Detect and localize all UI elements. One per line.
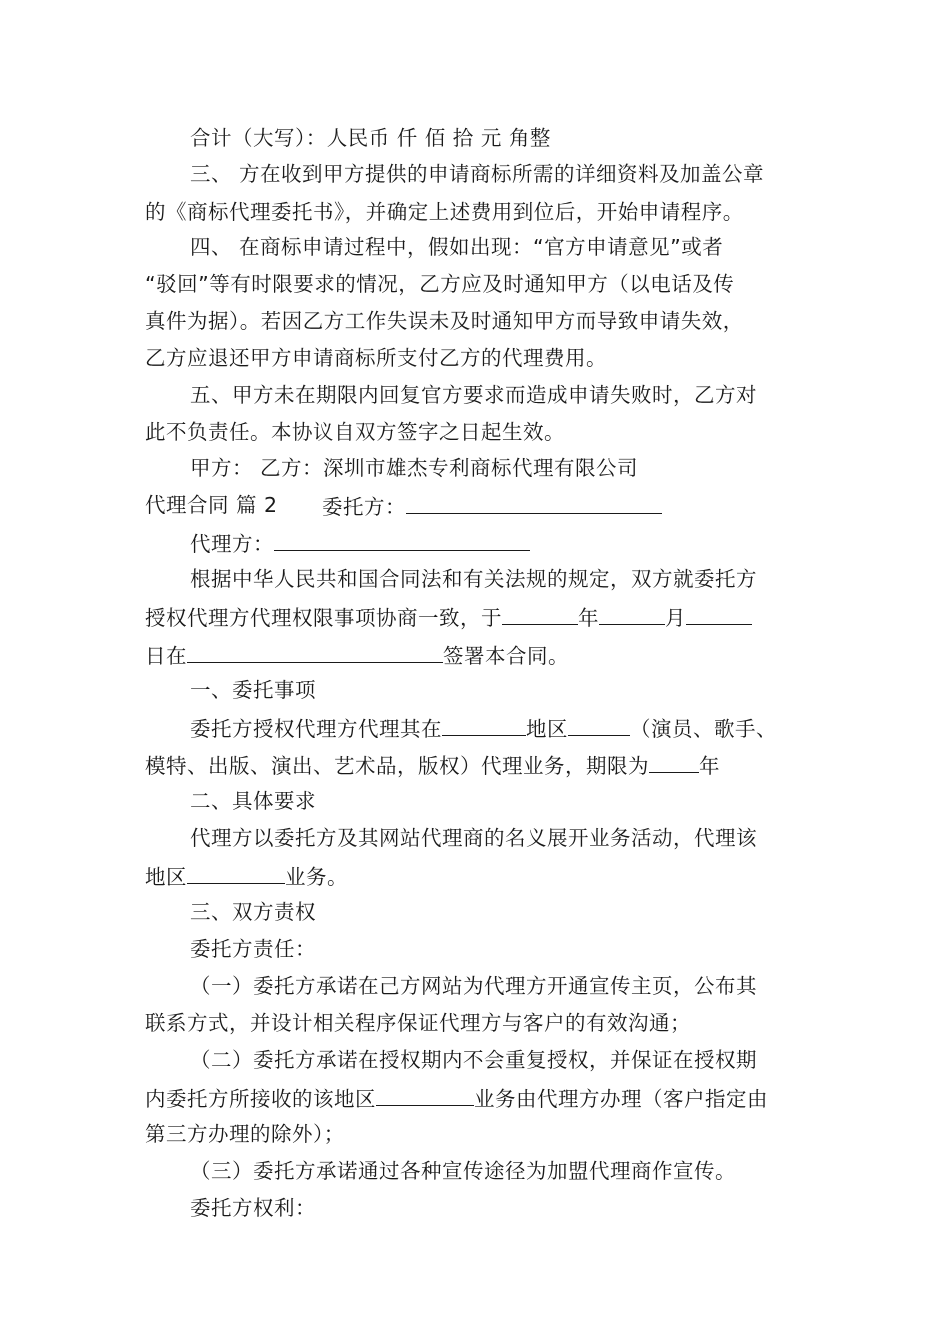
- text-line: 合计（大写）：人民币 仟 佰 拾 元 角整: [190, 126, 551, 150]
- text-line: 四、 在商标申请过程中，假如出现：“官方申请意见”或者: [190, 235, 724, 259]
- text-line: 代理方以委托方及其网站代理商的名义展开业务活动，代理该: [190, 826, 757, 850]
- text-line: 五、甲方未在期限内回复官方要求而造成申请失败时，乙方对: [190, 383, 757, 407]
- text-line: 根据中华人民共和国合同法和有关法规的规定，双方就委托方: [190, 567, 757, 591]
- text-line: 第三方办理的除外）；: [145, 1122, 345, 1146]
- blank: [686, 602, 752, 625]
- blank: [376, 1083, 474, 1106]
- blank: [599, 602, 665, 625]
- agent-blank: [274, 528, 530, 551]
- text-line: 的《商标代理委托书》，并确定上述费用到位后，开始申请程序。: [145, 200, 744, 224]
- text-segment: （演员、歌手、: [630, 717, 777, 741]
- text-line: [145, 1083, 768, 1111]
- text-line: 联系方式，并设计相关程序保证代理方与客户的有效沟通；: [145, 1011, 691, 1035]
- text-line: [145, 602, 752, 630]
- text-line: （三）委托方承诺通过各种宣传途径为加盟代理商作宣传。: [190, 1159, 736, 1183]
- section-heading: 一、委托事项: [190, 678, 316, 702]
- client-label: 委托方：: [322, 495, 406, 519]
- text-line: 甲方： 乙方：深圳市雄杰专利商标代理有限公司: [190, 456, 639, 480]
- text-segment: 业务由代理方办理（客户指定由: [474, 1087, 768, 1111]
- section-heading: 二、具体要求: [190, 789, 316, 813]
- text-line: 委托方权利：: [190, 1196, 316, 1220]
- text-segment: 业务。: [285, 865, 348, 889]
- text-segment: 地区: [526, 717, 568, 741]
- agent-label: 代理方：: [190, 532, 274, 556]
- text-line: [190, 713, 777, 741]
- text-line: 真件为据）。若因乙方工作失误未及时通知甲方而导致申请失效，: [145, 309, 744, 333]
- blank: [568, 713, 630, 736]
- blank: [187, 861, 285, 884]
- text-line: [145, 640, 569, 668]
- text-line: 乙方应退还甲方申请商标所支付乙方的代理费用。: [145, 346, 607, 370]
- section-heading: 代理合同 篇 2: [145, 493, 278, 517]
- blank: [187, 640, 443, 663]
- text-segment: 年: [699, 754, 720, 778]
- text-line: 此不负责任。本协议自双方签字之日起生效。: [145, 420, 565, 444]
- text-segment: 授权代理方代理权限事项协商一致，于: [145, 606, 502, 630]
- text-segment: 地区: [145, 865, 187, 889]
- text-segment: 内委托方所接收的该地区: [145, 1087, 376, 1111]
- blank: [502, 602, 578, 625]
- blank: [442, 713, 526, 736]
- year-label: 年: [578, 606, 599, 630]
- text-line: “驳回”等有时限要求的情况，乙方应及时通知甲方（以电话及传: [145, 272, 735, 296]
- client-field: [322, 491, 662, 519]
- text-line: 三、 方在收到甲方提供的申请商标所需的详细资料及加盖公章: [190, 162, 765, 186]
- text-segment: 日在: [145, 644, 187, 668]
- text-segment: 委托方授权代理方代理其在: [190, 717, 442, 741]
- text-line: （一）委托方承诺在己方网站为代理方开通宣传主页，公布其: [190, 974, 757, 998]
- text-line: [145, 750, 720, 778]
- agent-field: [190, 528, 530, 556]
- text-line: 委托方责任：: [190, 937, 316, 961]
- blank: [649, 750, 699, 773]
- section-heading: 三、双方责权: [190, 900, 316, 924]
- text-line: [145, 861, 348, 889]
- text-segment: 模特、出版、演出、艺术品，版权）代理业务，期限为: [145, 754, 649, 778]
- text-line: （二）委托方承诺在授权期内不会重复授权，并保证在授权期: [190, 1048, 757, 1072]
- month-label: 月: [665, 606, 686, 630]
- text-segment: 签署本合同。: [443, 644, 569, 668]
- client-blank: [406, 491, 662, 514]
